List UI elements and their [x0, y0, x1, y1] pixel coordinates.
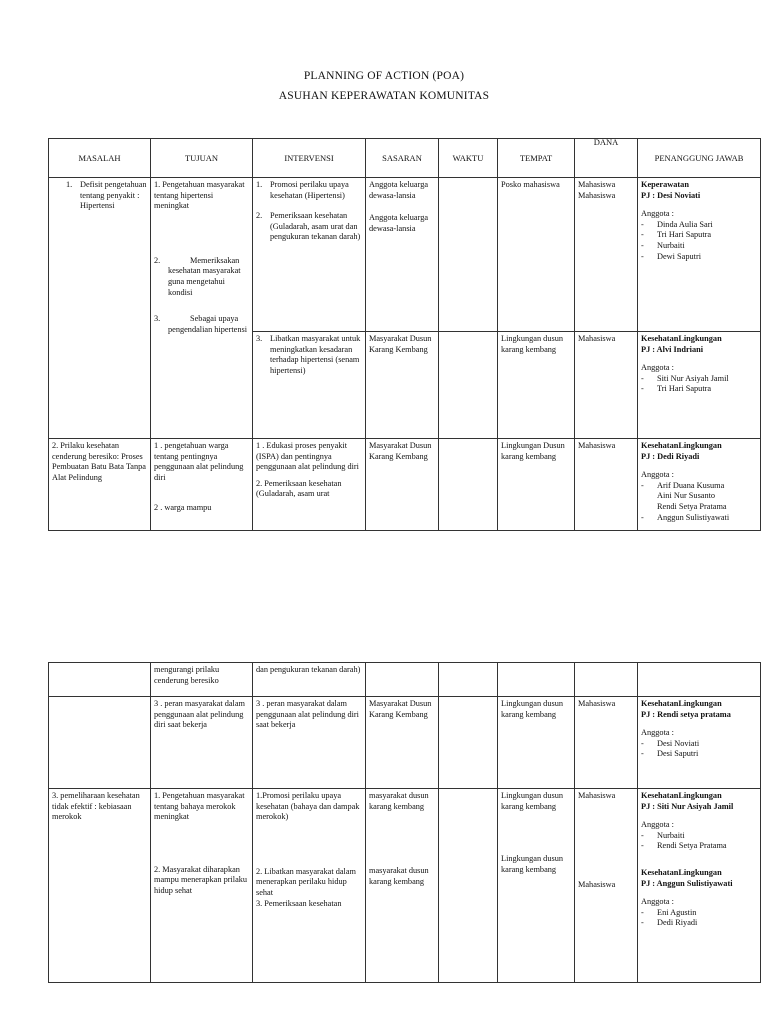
- document-title: PLANNING OF ACTION (POA): [303, 70, 465, 82]
- cell-dana: Mahasiswa: [575, 697, 638, 789]
- cell-sasaran: masyarakat dusun karang kembang masyarakat dusun karang kembang: [366, 789, 439, 983]
- cell-intervensi: 3 . peran masyarakat dalam penggunaan alat pelindung diri saat bekerja: [253, 697, 366, 789]
- member-name: Tri Hari Saputra: [657, 230, 712, 240]
- cell-masalah: 3. pemeliharaan kesehatan tidak efektif : kebiasaan merokok: [49, 789, 151, 983]
- member-name: Eni Agustin: [657, 907, 697, 917]
- cell-penanggung-jawab: KesehatanLingkungan PJ : Alvi Indriani Anggota : - Siti Nur Asiyah Jamil - Tri Hari Saputra: [638, 332, 761, 439]
- header-waktu: WAKTU: [439, 139, 498, 178]
- cell-tempat: Lingkungan dusun karang kembang: [498, 697, 575, 789]
- table-row: [49, 663, 761, 697]
- cell-dana: Mahasiswa Mahasiswa: [575, 789, 638, 983]
- header-tempat: TEMPAT: [498, 139, 575, 178]
- cell-intervensi: dan pengukuran tekanan darah): [253, 663, 366, 697]
- member-name: Dinda Aulia Sari: [657, 219, 713, 229]
- header-sasaran: SASARAN: [366, 139, 439, 178]
- cell-dana: Mahasiswa: [575, 439, 638, 531]
- cell-sasaran: Masyarakat Dusun Karang Kembang: [366, 332, 439, 439]
- member-name: Siti Nur Asiyah Jamil: [657, 373, 729, 383]
- cell-tujuan: mengurangi prilaku cenderung beresiko: [151, 663, 253, 697]
- member-name: Arif Duana Kusuma: [657, 480, 725, 490]
- cell-sasaran: Masyarakat Dusun Karang Kembang: [366, 439, 439, 531]
- cell-masalah: 2. Prilaku kesehatan cenderung beresiko: Proses Pembuatan Batu Bata Tanpa Alat Pelindung: [49, 439, 151, 531]
- cell-penanggung-jawab: KesehatanLingkungan PJ : Dedi Riyadi Anggota : - Arif Duana Kusuma Aini Nur Susanto Rendi Setya Pratama - Anggun Sulistiyawati: [638, 439, 761, 531]
- cell-waktu: [439, 332, 498, 439]
- header-penanggung-jawab: PENANGGUNG JAWAB: [638, 139, 761, 178]
- cell-tempat: Lingkungan dusun karang kembang Lingkungan dusun karang kembang: [498, 789, 575, 983]
- header-masalah: MASALAH: [49, 139, 151, 178]
- cell-dana: Mahasiswa: [575, 332, 638, 439]
- table-row: [49, 439, 761, 531]
- header-dana: DANA: [575, 139, 638, 178]
- cell-intervensi: 1.Promosi perilaku upaya kesehatan (bahaya dan dampak merokok) 2. Libatkan masyarakat dalam menerapkan perilaku hidup sehat 3. Pemeriksaan kesehatan: [253, 789, 366, 983]
- cell-tempat: [498, 663, 575, 697]
- member-name: Rendi Setya Pratama: [657, 502, 727, 512]
- document-subtitle: ASUHAN KEPERAWATAN KOMUNITAS: [278, 90, 490, 102]
- table-row: [49, 789, 761, 983]
- cell-penanggung-jawab: KesehatanLingkungan PJ : Rendi setya pratama Anggota : - Desi Noviati - Desi Saputri: [638, 697, 761, 789]
- cell-masalah: 1. Defisit pengetahuan tentang penyakit : Hipertensi: [49, 178, 151, 439]
- cell-tujuan: 1. Pengetahuan masyarakat tentang hipertensi meningkat 2. Memeriksakan kesehatan masyarakat guna mengetahui kondisi 3. Sebagai upaya pengendalian hipertensi: [151, 178, 253, 439]
- cell-waktu: [439, 697, 498, 789]
- cell-sasaran: Masyarakat Dusun Karang Kembang: [366, 697, 439, 789]
- cell-masalah: [49, 697, 151, 789]
- cell-sasaran: [366, 663, 439, 697]
- member-name: Nurbaiti: [657, 241, 685, 251]
- cell-tempat: Lingkungan Dusun karang kembang: [498, 439, 575, 531]
- member-name: Nurbaiti: [657, 830, 685, 840]
- cell-dana: [575, 663, 638, 697]
- cell-tujuan: 3 . peran masyarakat dalam penggunaan alat pelindung diri saat bekerja: [151, 697, 253, 789]
- poa-table-page-2: [48, 662, 761, 983]
- cell-intervensi: 3. Libatkan masyarakat untuk meningkatkan kesadaran terhadap hipertensi (senam hipertensi): [253, 332, 366, 439]
- cell-penanggung-jawab: Keperawatan PJ : Desi Noviati Anggota : - Dinda Aulia Sari - Tri Hari Saputra - Nurbaiti - Dewi Saputri: [638, 178, 761, 332]
- cell-waktu: [439, 663, 498, 697]
- cell-waktu: [439, 789, 498, 983]
- cell-tempat: Posko mahasiswa: [498, 178, 575, 332]
- member-name: Desi Saputri: [657, 749, 699, 759]
- table-row: [49, 697, 761, 789]
- cell-intervensi: 1 . Edukasi proses penyakit (ISPA) dan pentingnya penggunaan alat pelindung diri 2. Pemeriksaan kesehatan (Guladarah, asam urat: [253, 439, 366, 531]
- header-tujuan: TUJUAN: [151, 139, 253, 178]
- cell-tujuan: 1 . pengetahuan warga tentang pentingnya penggunaan alat pelindung diri 2 . warga mampu: [151, 439, 253, 531]
- table-header-row: [49, 139, 761, 178]
- cell-masalah: [49, 663, 151, 697]
- member-name: Rendi Setya Pratama: [657, 841, 727, 851]
- cell-sasaran: Anggota keluarga dewasa-lansia Anggota keluarga dewasa-lansia: [366, 178, 439, 332]
- member-name: Dewi Saputri: [657, 251, 702, 261]
- table-row: [49, 178, 761, 332]
- cell-intervensi: 1. Promosi perilaku upaya kesehatan (Hipertensi) 2. Pemeriksaan kesehatan (Guladarah, asam urat dan pengukuran tekanan darah): [253, 178, 366, 332]
- cell-penanggung-jawab: [638, 663, 761, 697]
- member-name: Tri Hari Saputra: [657, 384, 712, 394]
- cell-dana: Mahasiswa Mahasiswa: [575, 178, 638, 332]
- cell-waktu: [439, 439, 498, 531]
- member-name: Anggun Sulistiyawati: [657, 512, 730, 522]
- cell-waktu: [439, 178, 498, 332]
- member-name: Aini Nur Susanto: [657, 491, 716, 501]
- member-name: Dedi Riyadi: [657, 918, 698, 928]
- cell-tujuan: 1. Pengetahuan masyarakat tentang bahaya merokok meningkat 2. Masyarakat diharapkan mampu menerapkan prilaku hidup sehat: [151, 789, 253, 983]
- cell-tempat: Lingkungan dusun karang kembang: [498, 332, 575, 439]
- cell-penanggung-jawab: KesehatanLingkungan PJ : Siti Nur Asiyah Jamil Anggota : - Nurbaiti - Rendi Setya Pratama KesehatanLingkungan PJ : Anggun Sulistiyawati Anggota : - Eni Agustin - Dedi Riyadi: [638, 789, 761, 983]
- poa-table-page-1: [48, 138, 761, 531]
- member-name: Desi Noviati: [657, 738, 700, 748]
- header-intervensi: INTERVENSI: [253, 139, 366, 178]
